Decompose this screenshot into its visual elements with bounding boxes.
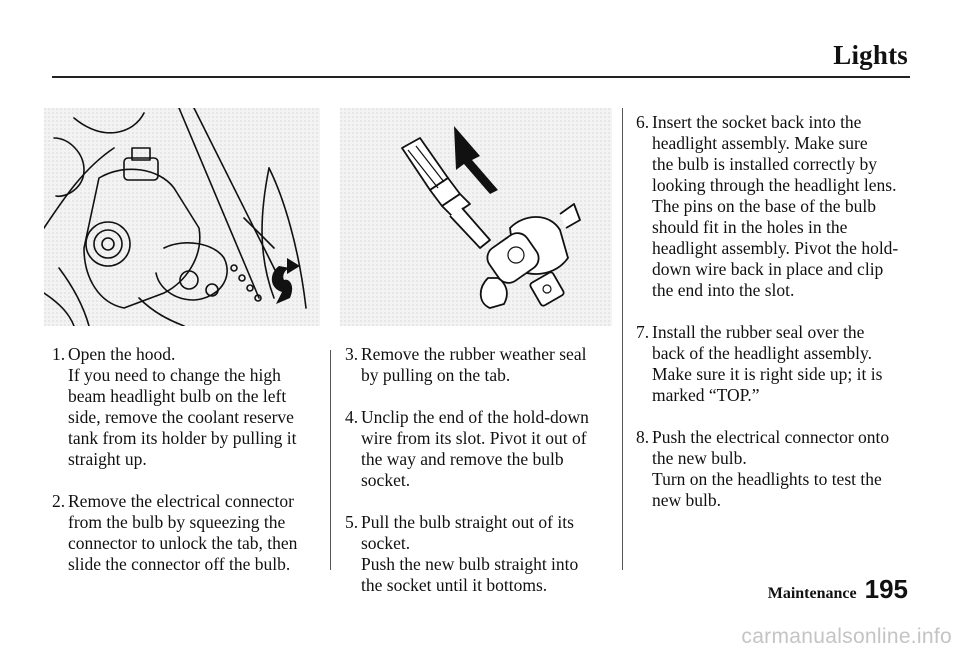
step-line: should fit in the holes in the [652,217,848,237]
step-line: slide the connector off the bulb. [68,554,291,574]
step-line: Push the electrical connector onto [652,427,890,447]
step-2 [52,491,322,575]
step-line: Make sure it is right side up; it is [652,364,883,384]
step-8 [636,427,926,511]
step-line: connector to unlock the tab, then [68,533,298,553]
step-number: 2. [52,491,66,511]
step-line: new bulb. [652,490,722,510]
step-line: Open the hood. [68,344,176,364]
step-number: 3. [345,344,359,364]
step-number: 4. [345,407,359,427]
page-title: Lights [833,40,908,70]
step-number: 7. [636,322,650,342]
step-line: Remove the electrical connector [68,491,294,511]
column-2-text [345,344,615,617]
step-number: 5. [345,512,359,532]
step-line: Unclip the end of the hold-down [361,407,589,427]
step-number: 6. [636,112,650,132]
step-line: beam headlight bulb on the left [68,386,287,406]
step-line: back of the headlight assembly. [652,343,872,363]
step-5 [345,512,615,596]
column-3-text [636,112,926,532]
step-line: marked “TOP.” [652,385,760,405]
step-line: straight up. [68,449,147,469]
step-number: 8. [636,427,650,447]
step-line: wire from its slot. Pivot it out of [361,428,587,448]
step-line: If you need to change the high [68,365,281,385]
column-1-text [52,344,322,596]
step-line: The pins on the base of the bulb [652,196,877,216]
step-line: Remove the rubber weather seal [361,344,587,364]
page-number: 195 [864,574,908,604]
step-line: tank from its holder by pulling it [68,428,297,448]
step-line: from the bulb by squeezing the [68,512,286,532]
footer-section-name: Maintenance [767,585,857,602]
step-line: down wire back in place and clip [652,259,884,279]
step-line: socket. [361,533,411,553]
step-line: the socket until it bottoms. [361,575,548,595]
step-line: looking through the headlight lens. [652,175,897,195]
step-line: Pull the bulb straight out of its [361,512,574,532]
step-number: 1. [52,344,66,364]
bulb-removal-illustration [340,108,612,326]
step-line: the end into the slot. [652,280,795,300]
watermark: carmanualsonline.info [741,625,952,648]
column-divider-1 [330,350,331,570]
step-1 [52,344,322,470]
step-6 [636,112,926,301]
step-4 [345,407,615,491]
step-line: headlight assembly. Make sure [652,133,868,153]
step-line: Install the rubber seal over the [652,322,865,342]
column-divider-2 [622,108,623,570]
step-line: the bulb is installed correctly by [652,154,878,174]
step-line: headlight assembly. Pivot the hold- [652,238,899,258]
header-rule [52,76,910,78]
step-line: the new bulb. [652,448,747,468]
step-line: the way and remove the bulb [361,449,564,469]
page-footer [768,574,908,605]
step-7 [636,322,926,406]
step-3 [345,344,615,386]
step-line: side, remove the coolant reserve [68,407,294,427]
step-line: Insert the socket back into the [652,112,862,132]
engine-bay-illustration [44,108,320,326]
step-line: Push the new bulb straight into [361,554,579,574]
step-line: by pulling on the tab. [361,365,511,385]
step-line: Turn on the headlights to test the [652,469,882,489]
step-line: socket. [361,470,411,490]
